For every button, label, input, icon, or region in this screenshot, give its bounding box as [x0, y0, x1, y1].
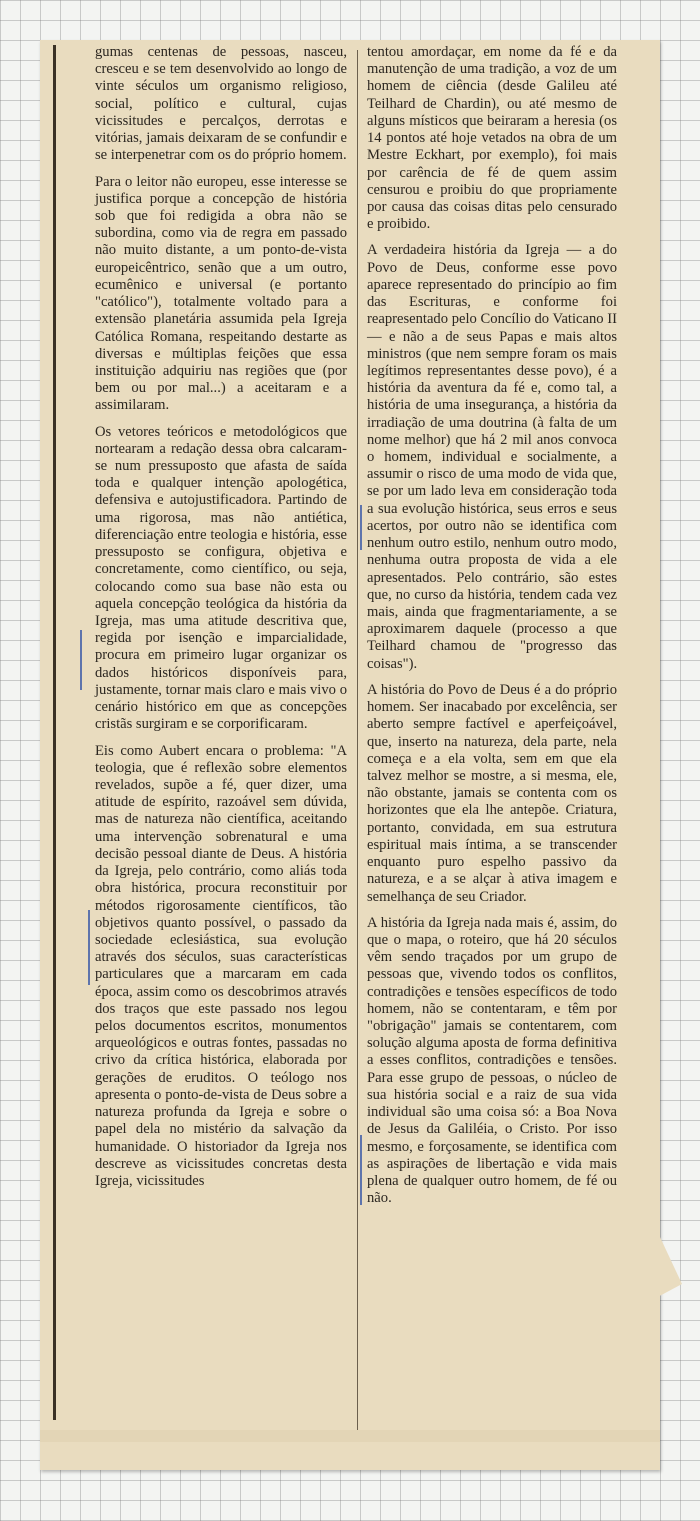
pen-annotation-mark [88, 910, 90, 985]
paragraph: tentou amordaçar, em nome da fé e da manutenção de uma tradição, a voz de um homem de ciência (desde Galileu até Teilhard de Chardin), ou até mesmo de alguns místicos que beiraram a heresia (os 14 pontos até hoje vetados na obra de um Mestre Eckhart, por exemplo), foi mais por carência de fé de quem assim censurou e proibiu do que propriamente por causa das coisas ditas pelo censurado e proibido. [367, 44, 617, 233]
pen-annotation-mark [80, 630, 82, 690]
paragraph: Os vetores teóricos e metodológicos que nortearam a redação dessa obra calcaram-se num pressuposto que afasta de saída toda e qualquer intenção apologética, defensiva e autojustificadora. Partindo de uma rigorosa, mas não antiética, diferenciação entre teologia e história, esse pressuposto se configura, objetiva e concretamente, como científico, ou seja, colocando como sua base não esta ou aquela concepção teológica da história da Igreja, mas uma atitude descritiva que, regida por isenção e imparcialidade, procura em primeiro lugar organizar os dados históricos disponíveis para, justamente, tornar mais claro e mais vivo o cenário histórico em que as concepções cristãs surgiram e se corporificaram. [95, 423, 347, 733]
paragraph: gumas centenas de pessoas, nasceu, cresceu e se tem desenvolvido ao longo de vinte séculos um organismo religioso, social, político e cultural, cujas vicissitudes e percalços, derrotas e vitórias, jamais deixaram de se confundir e se interpenetrar com os do próprio homem. [95, 44, 347, 164]
column-divider [357, 50, 358, 1430]
paragraph: A história do Povo de Deus é a do próprio homem. Ser inacabado por excelência, ser aberto sempre factível e aperfeiçoável, que, inserto na natureza, dela parte, nela começa e a ela volta, sem em que ela talvez melhor se mostre, a si mesma, ele, não obstante, jamais se contenta com os horizontes que ela lhe antepõe. Criatura, portanto, convidada, em sua estrutura espiritual mais íntima, a se transcender enquanto puro espelho passivo da natureza, e a se alçar à ativa imagem e semelhança de seu Criador. [367, 681, 617, 905]
paragraph: Eis como Aubert encara o problema: "A teologia, que é reflexão sobre elementos revelados, supõe a fé, quer dizer, uma atitude de espírito, razoável sem dúvida, mas de natureza não científica, aceitando uma intervenção sobrenatural e uma decisão pessoal diante de Deus. A história da Igreja, pelo contrário, como aliás toda obra histórica, procura reconstituir por métodos rigorosamente científicos, tão objetivos quanto possível, o passado da sociedade eclesiástica, sua evolução através dos séculos, suas características particulares que a marcaram em cada época, assim como os descobrimos através dos traços que este passado nos legou pelos documentos escritos, monumentos arqueológicos e outras fontes, passadas no crivo da crítica histórica, elaborada por gerações de eruditos. O teólogo nos apresenta o ponto-de-vista de Deus sobre a natureza profunda da Igreja e sobre o papel dela no mistério da salvação da humanidade. O historiador da Igreja nos descreve as vicissitudes concretas desta Igreja, vicissitudes [95, 742, 347, 1189]
column-border-rule [53, 45, 56, 1420]
pen-annotation-mark [360, 505, 362, 550]
paragraph: Para o leitor não europeu, esse interesse se justifica porque a concepção de história sob que foi redigida a obra não se subordina, como via de regra em passado não muito distante, a um ponto-de-vista europeicêntrico, senão que a um outro, ecumênico e universal (e portanto "católico"), totalmente voltado para a extensão planetária assumida pela Igreja Católica Romana, respeitando destarte as diversas e múltiplas feições que essa instituição adquiriu nas regiões que (por bem ou por mal...) a aceitaram e a assimilaram. [95, 173, 347, 414]
torn-edge [652, 1220, 682, 1300]
paragraph: A história da Igreja nada mais é, assim, do que o mapa, o roteiro, que há 20 séculos vêm sendo traçados por um grupo de pessoas que, vivendo todos os conflitos, contradições e tensões específicos de todo homem, não se contentaram, e têm por "obrigação" jamais se contentarem, com solução alguma aposta de forma definitiva a esses conflitos, contradições e tensões. Para esse grupo de pessoas, o núcleo de sua história social e a raiz de sua vida individual são uma coisa só: a Boa Nova de Jesus da Galiléia, o Cristo. Por isso mesmo, e forçosamente, se identifica com as aspirações de libertação e vida mais plena de qualquer outro homem, de fé ou não. [367, 914, 617, 1207]
article-column-left [95, 44, 347, 1199]
pen-annotation-mark [360, 1135, 362, 1205]
article-column-right [367, 44, 617, 1216]
paragraph: A verdadeira história da Igreja — a do Povo de Deus, conforme esse povo aparece representado do princípio ao fim das Escrituras, e conforme foi reapresentado pelo Concílio do Vaticano II — e não a de seus Papas e mais altos ministros (que nem sempre foram os mais legítimos representantes desse povo), é a história da aventura da fé e, como tal, a história de uma insegurança, a história da irradiação de uma doutrina (à falta de um nome melhor) que há 2 mil anos convoca o homem, individual e socialmente, a assumir o risco de uma modo de vida que, se por um lado leva em consideração toda a sua evolução histórica, seus erros e seus acertos, por outro não se identifica com nenhum outro estilo, nenhum outro modo, nenhuma outra proposta de vida a ele apresentados. Pelo contrário, são estes que, no curso da história, tendem cada vez mais, ainda que fragmentariamente, a se aproximarem daquele (processo a que Teilhard chamou de "progresso das coisas"). [367, 242, 617, 672]
clipping-bottom-edge [40, 1430, 660, 1442]
